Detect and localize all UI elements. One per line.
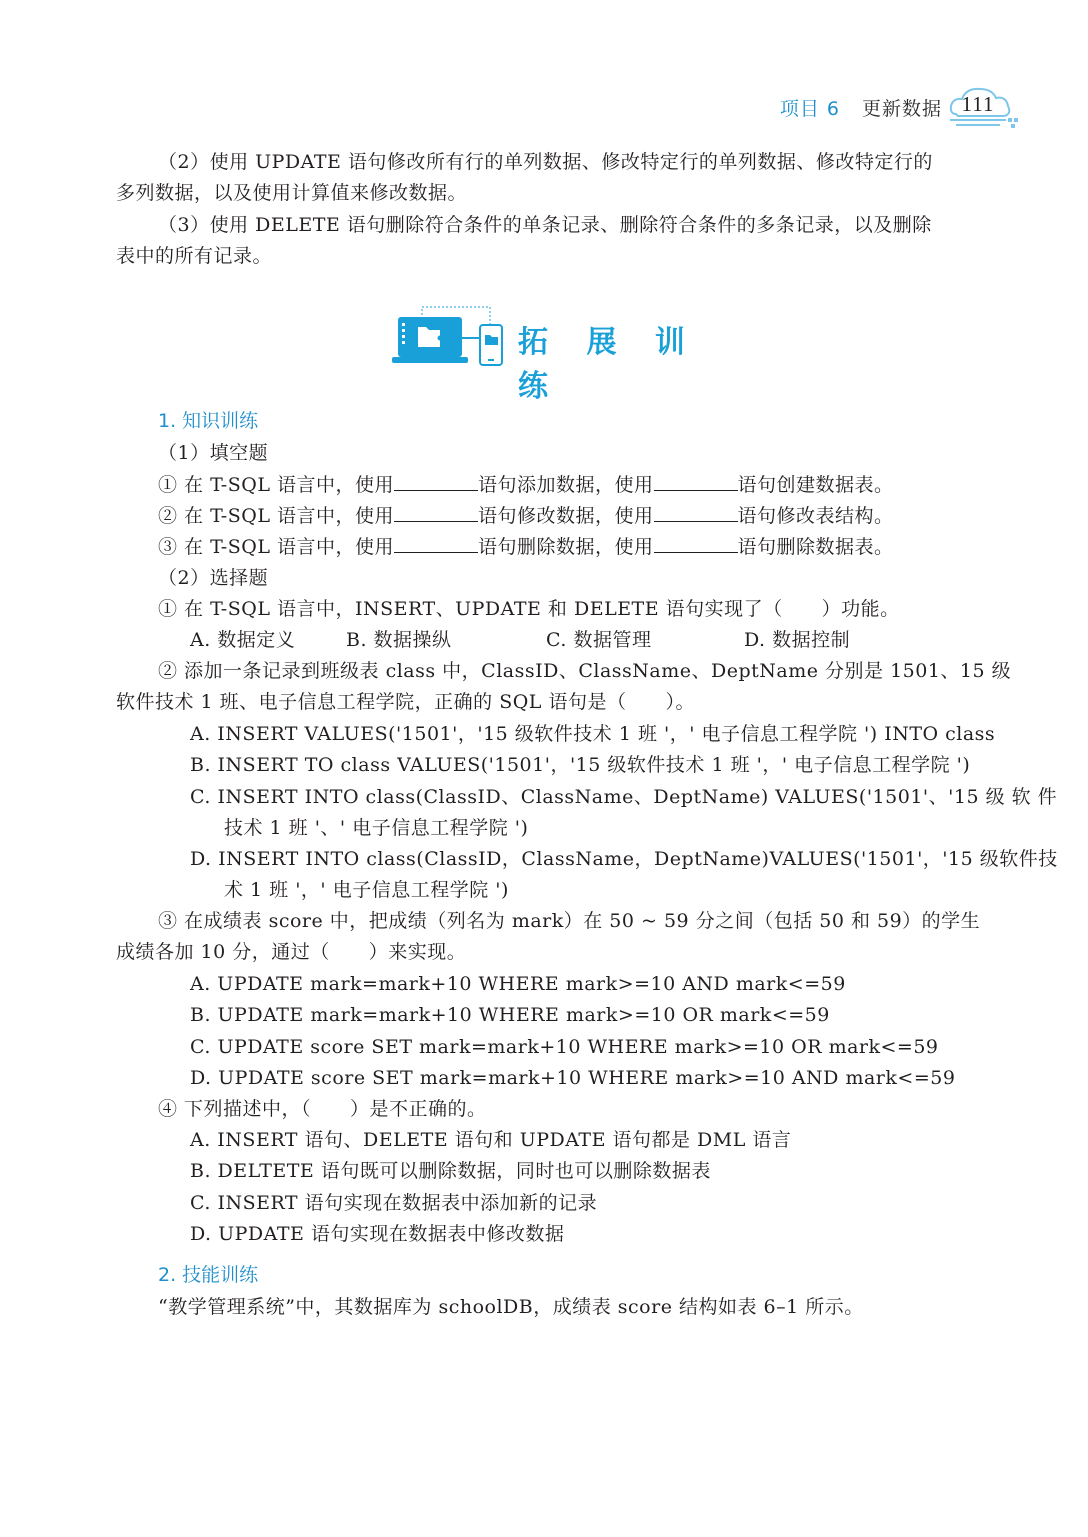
fill-q1-text-c: 语句创建数据表。	[737, 474, 894, 496]
fill-q3-text-a: ③ 在 T-SQL 语言中，使用	[158, 536, 394, 558]
choice-q3-line1: ③ 在成绩表 score 中，把成绩（列名为 mark）在 50 ~ 59 分之间（包括 50 和 59）的学生	[158, 910, 981, 932]
choice-q2-option-a: A. INSERT VALUES('1501'，'15 级软件技术 1 班 '，' 电子信息工程学院 ') INTO class	[190, 723, 996, 745]
fill-q3-text-b: 语句删除数据，使用	[477, 536, 654, 558]
fill-blank	[394, 503, 478, 522]
fill-blank	[654, 503, 738, 522]
intro-p2-line1: （2）使用 UPDATE 语句修改所有行的单列数据、修改特定行的单列数据、修改特定行的	[158, 151, 933, 173]
fill-q2-text-b: 语句修改数据，使用	[477, 505, 654, 527]
section-2-title: 2. 技能训练	[158, 1264, 259, 1286]
choice-q3-option-a: A. UPDATE mark=mark+10 WHERE mark>=10 AND mark<=59	[190, 973, 846, 995]
choice-q3-option-d: D. UPDATE score SET mark=mark+10 WHERE mark>=10 AND mark<=59	[190, 1067, 956, 1089]
page-number: 111	[961, 92, 995, 116]
fill-title: （1）填空题	[158, 442, 269, 464]
section-banner	[390, 305, 710, 404]
fill-q2-text-a: ② 在 T-SQL 语言中，使用	[158, 505, 394, 527]
choice-q2-option-d-line1: D. INSERT INTO class(ClassID，ClassName，DeptName)VALUES('1501'，'15 级软件技	[190, 848, 1058, 870]
option-a: A. 数据定义	[190, 629, 296, 651]
intro-p3-line2: 表中的所有记录。	[116, 245, 273, 267]
fill-blank	[654, 534, 738, 553]
laptop-phone-icon	[390, 305, 510, 371]
option-d: D. 数据控制	[744, 629, 851, 651]
choice-q2-line2: 软件技术 1 班、电子信息工程学院，正确的 SQL 语句是（ ）。	[116, 691, 695, 713]
intro-p2-line2: 多列数据，以及使用计算值来修改数据。	[116, 182, 468, 204]
running-header	[780, 84, 1018, 130]
fill-q2-text-c: 语句修改表结构。	[737, 505, 894, 527]
choice-q2-option-d-line2: 术 1 班 '，' 电子信息工程学院 ')	[224, 879, 509, 901]
fill-q3-text-c: 语句删除数据表。	[737, 536, 894, 558]
choice-q3-line2: 成绩各加 10 分，通过（ ）来实现。	[116, 941, 467, 963]
choice-title: （2）选择题	[158, 567, 269, 589]
fill-q1-text-a: ① 在 T-SQL 语言中，使用	[158, 474, 394, 496]
header-title: 更新数据	[861, 97, 942, 120]
choice-question-1: ① 在 T-SQL 语言中，INSERT、UPDATE 和 DELETE 语句实现了（ ）功能。	[158, 598, 900, 620]
skill-paragraph: “教学管理系统”中，其数据库为 schoolDB，成绩表 score 结构如表 6–1 所示。	[158, 1296, 864, 1318]
choice-q2-option-c-line1: C. INSERT INTO class(ClassID、ClassName、DeptName) VALUES('1501'、'15 级 软 件	[190, 786, 1058, 808]
choice-q2-line1: ② 添加一条记录到班级表 class 中，ClassID、ClassName、DeptName 分别是 1501、15 级	[158, 660, 1012, 682]
banner-title: 拓 展 训 练	[518, 325, 699, 404]
section-1-title: 1. 知识训练	[158, 410, 259, 432]
choice-q4-option-c: C. INSERT 语句实现在数据表中添加新的记录	[190, 1192, 598, 1214]
fill-question-3	[158, 534, 894, 559]
choice-q3-option-b: B. UPDATE mark=mark+10 WHERE mark>=10 OR mark<=59	[190, 1004, 830, 1026]
option-b: B. 数据操纵	[346, 629, 452, 651]
choice-q2-option-c-line2: 技术 1 班 '、' 电子信息工程学院 ')	[224, 817, 529, 839]
option-c: C. 数据管理	[546, 629, 652, 651]
header-project: 项目 6	[779, 97, 840, 120]
choice-q1-options	[190, 628, 850, 652]
fill-blank	[394, 472, 478, 491]
choice-q4-option-d: D. UPDATE 语句实现在数据表中修改数据	[190, 1223, 565, 1245]
choice-q4-option-b: B. DELTETE 语句既可以删除数据，同时也可以删除数据表	[190, 1160, 711, 1182]
intro-p3-line1: （3）使用 DELETE 语句删除符合条件的单条记录、删除符合条件的多条记录，以及删除	[158, 214, 932, 236]
choice-q2-option-b: B. INSERT TO class VALUES('1501'，'15 级软件技术 1 班 '，' 电子信息工程学院 ')	[190, 754, 971, 776]
fill-question-2	[158, 503, 894, 528]
fill-blank	[394, 534, 478, 553]
choice-question-4: ④ 下列描述中，（ ）是不正确的。	[158, 1098, 487, 1120]
fill-question-1	[158, 472, 894, 497]
choice-q4-option-a: A. INSERT 语句、DELETE 语句和 UPDATE 语句都是 DML 语言	[190, 1129, 792, 1151]
page-number-badge	[948, 84, 1018, 130]
choice-q3-option-c: C. UPDATE score SET mark=mark+10 WHERE mark>=10 OR mark<=59	[190, 1036, 939, 1058]
fill-q1-text-b: 语句添加数据，使用	[477, 474, 654, 496]
fill-blank	[654, 472, 738, 491]
